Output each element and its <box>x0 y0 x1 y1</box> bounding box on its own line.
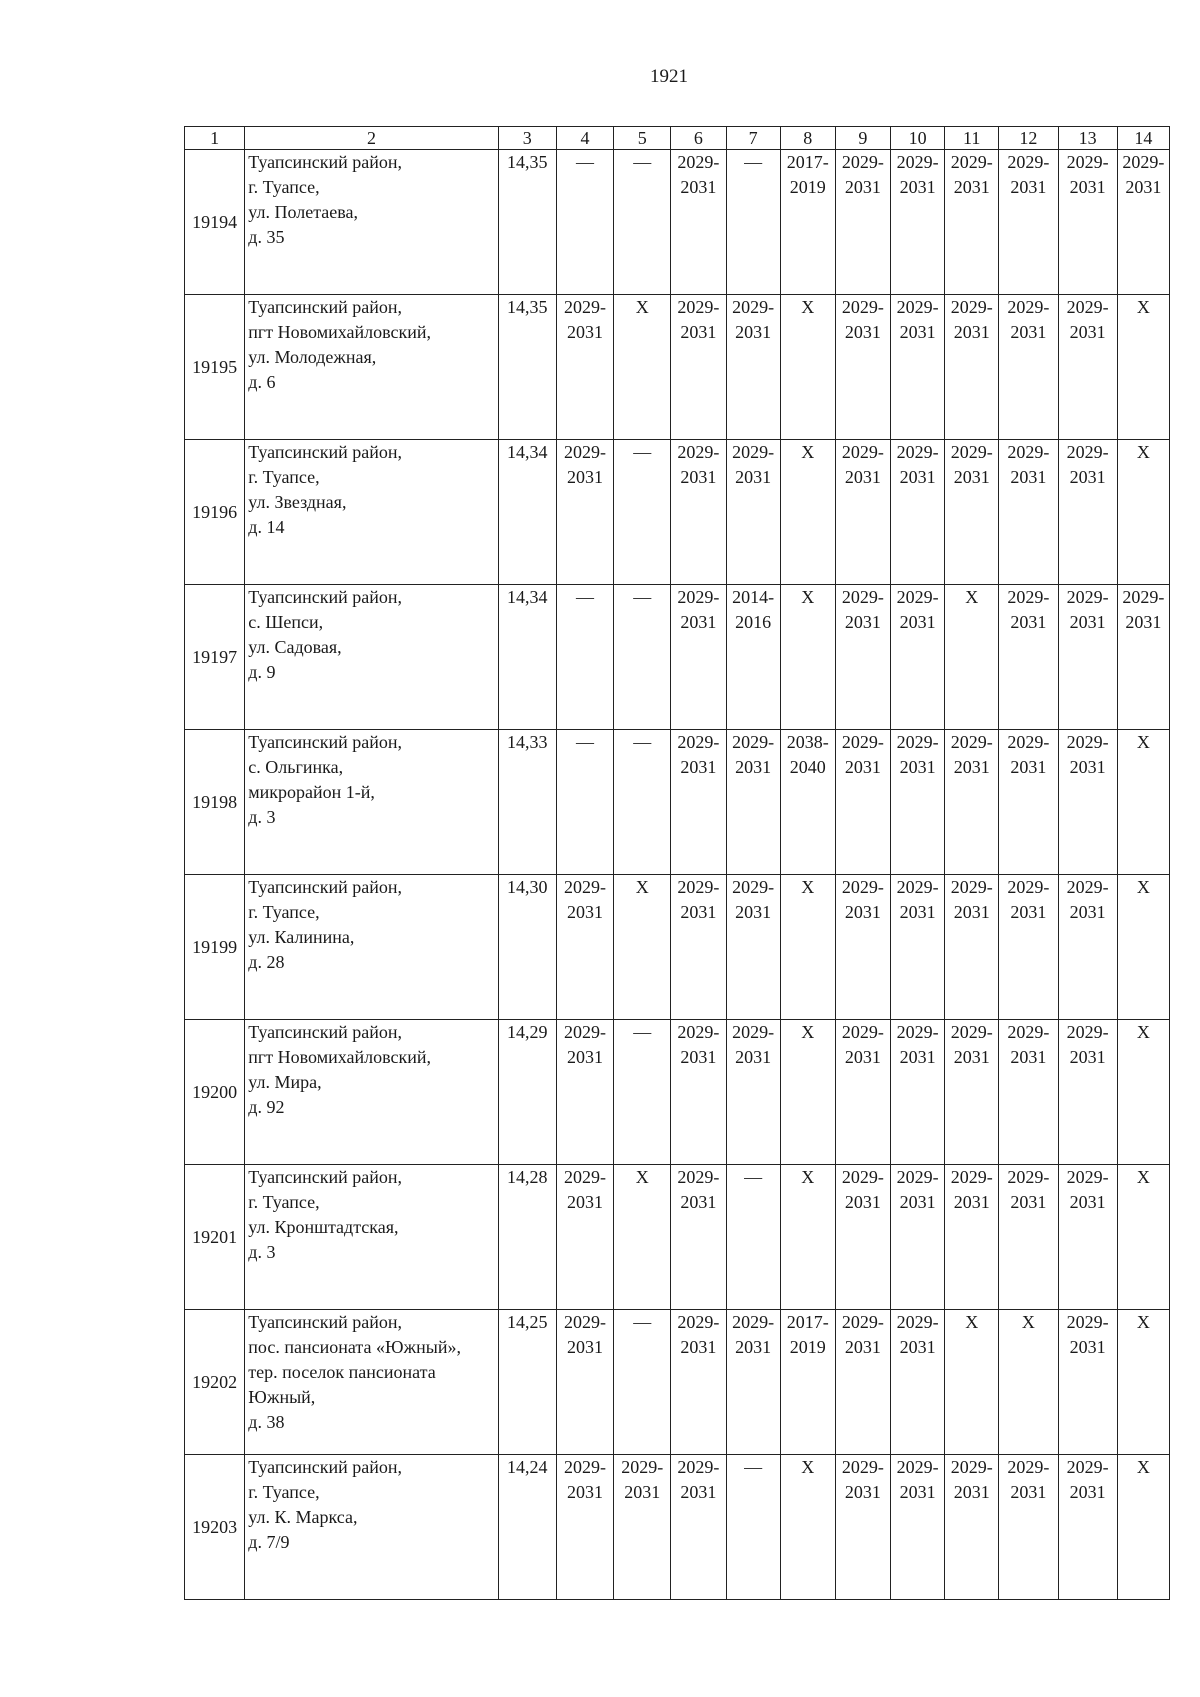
period-cell: — <box>614 1020 671 1165</box>
row-id: 19201 <box>185 1165 245 1310</box>
period-cell: 2029- 2031 <box>1117 585 1169 730</box>
period-cell: 2014- 2016 <box>726 585 780 730</box>
registry-table <box>184 126 1170 1600</box>
address-cell: Туапсинский район, с. Шепси, ул. Садовая, д. 9 <box>245 585 498 730</box>
period-cell: 2029- 2031 <box>1058 875 1117 1020</box>
period-cell: — <box>614 1310 671 1455</box>
period-cell: — <box>726 150 780 295</box>
period-cell: X <box>614 875 671 1020</box>
period-cell: X <box>780 1455 835 1600</box>
period-cell: 2029- 2031 <box>671 875 726 1020</box>
period-cell: 2029- 2031 <box>556 875 613 1020</box>
period-cell: 2029- 2031 <box>726 730 780 875</box>
row-id: 19197 <box>185 585 245 730</box>
period-cell: 2029- 2031 <box>614 1455 671 1600</box>
period-cell: 2029- 2031 <box>945 1455 999 1600</box>
period-cell: — <box>614 585 671 730</box>
period-cell: X <box>1117 1455 1169 1600</box>
period-cell: 2029- 2031 <box>1058 1455 1117 1600</box>
period-cell: X <box>945 585 999 730</box>
area-cell: 14,29 <box>498 1020 556 1165</box>
row-id: 19200 <box>185 1020 245 1165</box>
period-cell: X <box>1117 1020 1169 1165</box>
period-cell: 2029- 2031 <box>835 1020 890 1165</box>
period-cell: 2029- 2031 <box>1058 1310 1117 1455</box>
period-cell: 2029- 2031 <box>671 585 726 730</box>
period-cell: X <box>780 1165 835 1310</box>
row-id: 19199 <box>185 875 245 1020</box>
period-cell: X <box>780 1020 835 1165</box>
row-id: 19203 <box>185 1455 245 1600</box>
area-cell: 14,25 <box>498 1310 556 1455</box>
period-cell: 2029- 2031 <box>945 440 999 585</box>
period-cell: — <box>556 585 613 730</box>
period-cell: 2029- 2031 <box>999 1165 1058 1310</box>
row-id: 19195 <box>185 295 245 440</box>
period-cell: 2029- 2031 <box>945 1020 999 1165</box>
column-header: 13 <box>1058 127 1117 150</box>
column-header: 8 <box>780 127 835 150</box>
address-cell: Туапсинский район, с. Ольгинка, микрорайон 1-й, д. 3 <box>245 730 498 875</box>
period-cell: 2029- 2031 <box>1058 440 1117 585</box>
period-cell: 2029- 2031 <box>835 1455 890 1600</box>
period-cell: X <box>780 440 835 585</box>
period-cell: 2029- 2031 <box>891 1455 945 1600</box>
table-body <box>185 127 1170 1600</box>
period-cell: 2029- 2031 <box>891 585 945 730</box>
period-cell: 2029- 2031 <box>945 150 999 295</box>
period-cell: 2029- 2031 <box>835 585 890 730</box>
period-cell: 2029- 2031 <box>1058 295 1117 440</box>
period-cell: — <box>556 730 613 875</box>
period-cell: 2017- 2019 <box>780 150 835 295</box>
column-header: 3 <box>498 127 556 150</box>
period-cell: 2029- 2031 <box>671 1455 726 1600</box>
period-cell: X <box>999 1310 1058 1455</box>
period-cell: X <box>945 1310 999 1455</box>
period-cell: 2029- 2031 <box>671 440 726 585</box>
column-header: 10 <box>891 127 945 150</box>
period-cell: 2029- 2031 <box>835 730 890 875</box>
period-cell: 2029- 2031 <box>671 150 726 295</box>
table-row <box>185 1310 1170 1455</box>
period-cell: 2029- 2031 <box>726 440 780 585</box>
period-cell: 2029- 2031 <box>1058 150 1117 295</box>
area-cell: 14,35 <box>498 295 556 440</box>
period-cell: 2029- 2031 <box>835 440 890 585</box>
period-cell: X <box>1117 730 1169 875</box>
period-cell: — <box>726 1165 780 1310</box>
table-row <box>185 1455 1170 1600</box>
column-header: 9 <box>835 127 890 150</box>
period-cell: — <box>614 150 671 295</box>
period-cell: X <box>1117 440 1169 585</box>
area-cell: 14,33 <box>498 730 556 875</box>
period-cell: 2029- 2031 <box>556 440 613 585</box>
address-cell: Туапсинский район, пгт Новомихайловский, ул. Мира, д. 92 <box>245 1020 498 1165</box>
period-cell: 2029- 2031 <box>945 295 999 440</box>
table-row <box>185 730 1170 875</box>
period-cell: 2029- 2031 <box>671 1020 726 1165</box>
period-cell: X <box>1117 875 1169 1020</box>
area-cell: 14,34 <box>498 440 556 585</box>
period-cell: 2029- 2031 <box>891 150 945 295</box>
address-cell: Туапсинский район, г. Туапсе, ул. Звездная, д. 14 <box>245 440 498 585</box>
period-cell: 2029- 2031 <box>999 1455 1058 1600</box>
period-cell: 2029- 2031 <box>835 875 890 1020</box>
period-cell: X <box>1117 1310 1169 1455</box>
period-cell: X <box>614 1165 671 1310</box>
area-cell: 14,24 <box>498 1455 556 1600</box>
period-cell: X <box>614 295 671 440</box>
area-cell: 14,28 <box>498 1165 556 1310</box>
area-cell: 14,35 <box>498 150 556 295</box>
period-cell: 2029- 2031 <box>999 295 1058 440</box>
page-number: 1921 <box>650 66 688 87</box>
period-cell: 2029- 2031 <box>835 1310 890 1455</box>
table-row <box>185 1020 1170 1165</box>
period-cell: — <box>614 730 671 875</box>
period-cell: — <box>726 1455 780 1600</box>
period-cell: 2029- 2031 <box>671 1165 726 1310</box>
column-header: 11 <box>945 127 999 150</box>
address-cell: Туапсинский район, г. Туапсе, ул. Полетаева, д. 35 <box>245 150 498 295</box>
column-header: 2 <box>245 127 498 150</box>
period-cell: 2029- 2031 <box>835 1165 890 1310</box>
period-cell: 2029- 2031 <box>891 1165 945 1310</box>
period-cell: 2029- 2031 <box>1117 150 1169 295</box>
row-id: 19196 <box>185 440 245 585</box>
column-header: 4 <box>556 127 613 150</box>
period-cell: 2029- 2031 <box>726 1310 780 1455</box>
period-cell: X <box>1117 1165 1169 1310</box>
period-cell: X <box>1117 295 1169 440</box>
address-cell: Туапсинский район, г. Туапсе, ул. Кронштадтская, д. 3 <box>245 1165 498 1310</box>
area-cell: 14,34 <box>498 585 556 730</box>
period-cell: 2029- 2031 <box>891 730 945 875</box>
period-cell: 2038- 2040 <box>780 730 835 875</box>
period-cell: 2029- 2031 <box>556 1455 613 1600</box>
period-cell: 2029- 2031 <box>891 1020 945 1165</box>
period-cell: 2029- 2031 <box>556 1310 613 1455</box>
table-row <box>185 295 1170 440</box>
period-cell: 2029- 2031 <box>999 1020 1058 1165</box>
column-header: 6 <box>671 127 726 150</box>
period-cell: 2029- 2031 <box>835 150 890 295</box>
period-cell: 2029- 2031 <box>999 730 1058 875</box>
table-row <box>185 440 1170 585</box>
period-cell: 2029- 2031 <box>945 875 999 1020</box>
table-row <box>185 875 1170 1020</box>
period-cell: — <box>614 440 671 585</box>
period-cell: X <box>780 875 835 1020</box>
column-header: 14 <box>1117 127 1169 150</box>
column-header: 5 <box>614 127 671 150</box>
address-cell: Туапсинский район, г. Туапсе, ул. К. Маркса, д. 7/9 <box>245 1455 498 1600</box>
table-row <box>185 1165 1170 1310</box>
period-cell: 2029- 2031 <box>999 585 1058 730</box>
period-cell: — <box>556 150 613 295</box>
area-cell: 14,30 <box>498 875 556 1020</box>
period-cell: 2029- 2031 <box>945 730 999 875</box>
period-cell: 2029- 2031 <box>556 1020 613 1165</box>
table-row <box>185 150 1170 295</box>
row-id: 19198 <box>185 730 245 875</box>
period-cell: 2029- 2031 <box>556 1165 613 1310</box>
period-cell: 2029- 2031 <box>891 1310 945 1455</box>
column-header: 1 <box>185 127 245 150</box>
period-cell: 2029- 2031 <box>726 295 780 440</box>
address-cell: Туапсинский район, пгт Новомихайловский, ул. Молодежная, д. 6 <box>245 295 498 440</box>
row-id: 19202 <box>185 1310 245 1455</box>
period-cell: 2029- 2031 <box>891 440 945 585</box>
period-cell: 2029- 2031 <box>891 295 945 440</box>
period-cell: 2029- 2031 <box>999 440 1058 585</box>
column-header: 12 <box>999 127 1058 150</box>
period-cell: 2029- 2031 <box>1058 585 1117 730</box>
period-cell: 2029- 2031 <box>999 150 1058 295</box>
header-row <box>185 127 1170 150</box>
period-cell: 2029- 2031 <box>1058 730 1117 875</box>
period-cell: 2029- 2031 <box>835 295 890 440</box>
column-header: 7 <box>726 127 780 150</box>
period-cell: 2029- 2031 <box>891 875 945 1020</box>
period-cell: X <box>780 295 835 440</box>
period-cell: 2029- 2031 <box>1058 1020 1117 1165</box>
table-row <box>185 585 1170 730</box>
period-cell: 2029- 2031 <box>556 295 613 440</box>
row-id: 19194 <box>185 150 245 295</box>
period-cell: 2029- 2031 <box>671 295 726 440</box>
period-cell: 2029- 2031 <box>999 875 1058 1020</box>
period-cell: 2029- 2031 <box>1058 1165 1117 1310</box>
period-cell: 2029- 2031 <box>726 875 780 1020</box>
period-cell: 2029- 2031 <box>945 1165 999 1310</box>
period-cell: 2029- 2031 <box>671 730 726 875</box>
address-cell: Туапсинский район, пос. пансионата «Южный», тер. поселок пансионата Южный, д. 38 <box>245 1310 498 1455</box>
period-cell: 2017- 2019 <box>780 1310 835 1455</box>
period-cell: X <box>780 585 835 730</box>
period-cell: 2029- 2031 <box>671 1310 726 1455</box>
address-cell: Туапсинский район, г. Туапсе, ул. Калинина, д. 28 <box>245 875 498 1020</box>
period-cell: 2029- 2031 <box>726 1020 780 1165</box>
